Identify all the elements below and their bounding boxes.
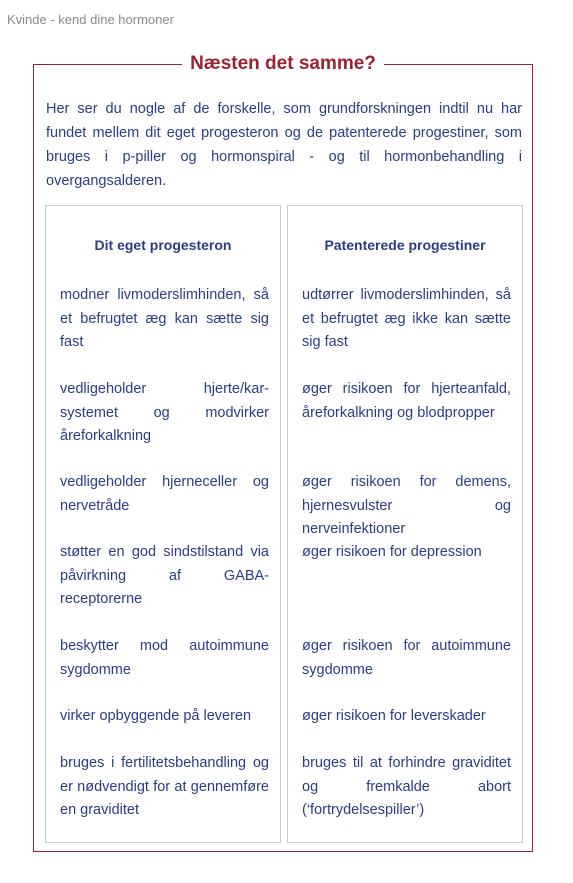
list-item: virker opbyggende på leveren xyxy=(60,708,252,724)
list-item: vedligeholder hjerneceller og nervetråde xyxy=(60,474,269,514)
box-title: Næsten det samme? xyxy=(182,52,384,76)
list-item: vedligeholder hjerte/kar-systemet og modvirker åreforkalkning xyxy=(60,381,269,444)
list-item: støtter en god sindstilstand via påvirkning af GABA-receptorerne xyxy=(60,544,269,607)
list-item: bruges i fertilitetsbehandling og er nødvendigt for at gennemføre en graviditet xyxy=(60,755,269,818)
column-patented-progestins xyxy=(287,205,523,843)
column-heading: Patenterede progestiner xyxy=(324,237,486,253)
list-item: øger risikoen for hjerteanfald, åreforkalkning og blodpropper xyxy=(302,381,511,421)
list-item: øger risikoen for leverskader xyxy=(302,708,486,724)
column-heading: Dit eget progesteron xyxy=(94,237,232,253)
intro-text: Her ser du nogle af de forskelle, som grundforskningen indtil nu har fundet mellem dit eget progesteron og de patenterede progestiner, som bruges i p-piller og hormonspiral - og til hormonbehandling i overgangsalderen. xyxy=(46,101,522,189)
list-item: modner livmoderslimhinden, så et befrugtet æg kan sætte sig fast xyxy=(60,287,269,350)
column-own-progesterone xyxy=(45,205,281,843)
list-item: øger risikoen for autoimmune sygdomme xyxy=(302,638,511,678)
list-item: øger risikoen for demens, hjernesvulster og nerveinfektioner xyxy=(302,474,511,537)
list-item: beskytter mod autoimmune sygdomme xyxy=(60,638,269,678)
list-item: udtørrer livmoderslimhinden, så et befrugtet æg ikke kan sætte sig fast xyxy=(302,287,511,350)
comparison-box xyxy=(33,53,533,852)
list-item: bruges til at forhindre graviditet og fremkalde abort (‘fortrydelsespiller’) xyxy=(302,755,511,818)
list-item: øger risikoen for depression xyxy=(302,544,482,560)
site-title: Kvinde - kend dine hormoner xyxy=(7,12,174,27)
